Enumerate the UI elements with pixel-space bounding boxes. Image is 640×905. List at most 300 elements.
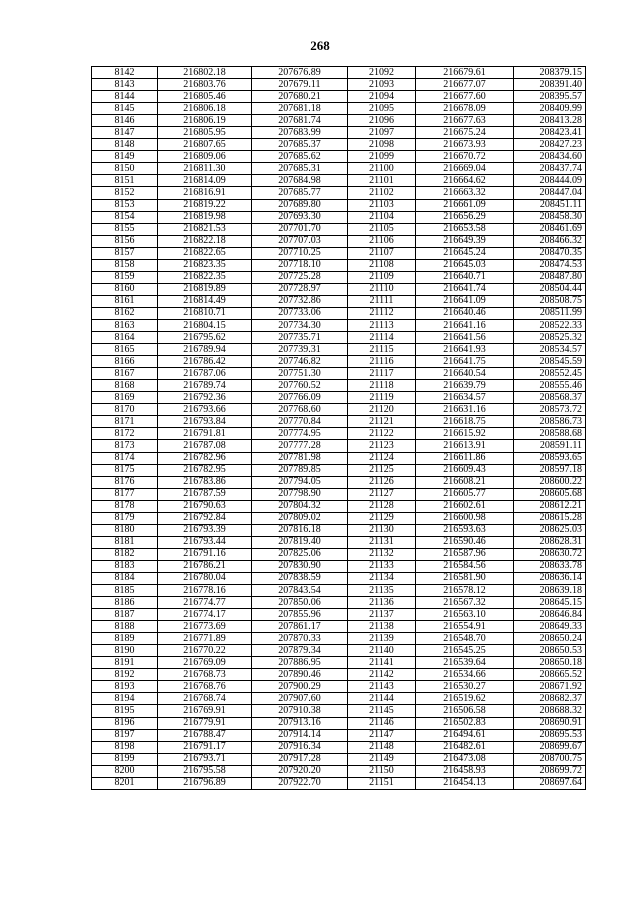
point-number-left: 8182 (92, 548, 158, 560)
y-coordinate-left: 207685.31 (252, 163, 348, 175)
y-coordinate-right: 208690.91 (514, 717, 586, 729)
table-row (92, 476, 586, 488)
table-row (92, 247, 586, 259)
y-coordinate-left: 207680.21 (252, 91, 348, 103)
y-coordinate-left: 207734.30 (252, 319, 348, 331)
point-number-left: 8171 (92, 416, 158, 428)
point-number-right: 21102 (348, 187, 416, 199)
point-number-left: 8170 (92, 404, 158, 416)
point-number-left: 8145 (92, 103, 158, 115)
table-row (92, 344, 586, 356)
x-coordinate-right: 216678.09 (416, 103, 514, 115)
point-number-right: 21138 (348, 621, 416, 633)
x-coordinate-right: 216584.56 (416, 560, 514, 572)
x-coordinate-left: 216769.09 (158, 657, 252, 669)
x-coordinate-right: 216554.91 (416, 621, 514, 633)
table-row (92, 103, 586, 115)
y-coordinate-right: 208645.15 (514, 597, 586, 609)
y-coordinate-right: 208628.31 (514, 536, 586, 548)
point-number-left: 8169 (92, 392, 158, 404)
y-coordinate-left: 207774.95 (252, 428, 348, 440)
point-number-right: 21137 (348, 609, 416, 621)
table-row (92, 669, 586, 681)
table-row (92, 91, 586, 103)
point-number-right: 21127 (348, 488, 416, 500)
y-coordinate-left: 207794.05 (252, 476, 348, 488)
table-row (92, 488, 586, 500)
table-row (92, 151, 586, 163)
x-coordinate-left: 216822.35 (158, 271, 252, 283)
table-row (92, 295, 586, 307)
point-number-left: 8162 (92, 307, 158, 319)
point-number-left: 8165 (92, 344, 158, 356)
point-number-left: 8147 (92, 127, 158, 139)
x-coordinate-right: 216609.43 (416, 464, 514, 476)
point-number-right: 21119 (348, 392, 416, 404)
x-coordinate-left: 216770.22 (158, 645, 252, 657)
y-coordinate-right: 208597.18 (514, 464, 586, 476)
point-number-right: 21097 (348, 127, 416, 139)
y-coordinate-right: 208591.11 (514, 440, 586, 452)
point-number-left: 8185 (92, 585, 158, 597)
table-row (92, 693, 586, 705)
y-coordinate-left: 207685.37 (252, 139, 348, 151)
table-row (92, 259, 586, 271)
x-coordinate-right: 216640.71 (416, 271, 514, 283)
y-coordinate-left: 207830.90 (252, 560, 348, 572)
table-row (92, 356, 586, 368)
table-row (92, 657, 586, 669)
x-coordinate-left: 216822.65 (158, 247, 252, 259)
y-coordinate-left: 207922.70 (252, 777, 348, 789)
x-coordinate-right: 216593.63 (416, 524, 514, 536)
point-number-left: 8152 (92, 187, 158, 199)
x-coordinate-right: 216454.13 (416, 777, 514, 789)
x-coordinate-left: 216768.74 (158, 693, 252, 705)
x-coordinate-right: 216539.64 (416, 657, 514, 669)
point-number-left: 8175 (92, 464, 158, 476)
point-number-right: 21116 (348, 356, 416, 368)
point-number-left: 8158 (92, 259, 158, 271)
y-coordinate-right: 208504.44 (514, 283, 586, 295)
y-coordinate-right: 208522.33 (514, 319, 586, 331)
table-row (92, 79, 586, 91)
y-coordinate-right: 208555.46 (514, 380, 586, 392)
point-number-right: 21107 (348, 247, 416, 259)
y-coordinate-right: 208409.99 (514, 103, 586, 115)
y-coordinate-right: 208695.53 (514, 729, 586, 741)
y-coordinate-right: 208511.99 (514, 307, 586, 319)
x-coordinate-left: 216774.77 (158, 597, 252, 609)
y-coordinate-left: 207789.85 (252, 464, 348, 476)
x-coordinate-left: 216816.91 (158, 187, 252, 199)
x-coordinate-left: 216787.59 (158, 488, 252, 500)
x-coordinate-right: 216641.93 (416, 344, 514, 356)
x-coordinate-left: 216768.73 (158, 669, 252, 681)
y-coordinate-left: 207825.06 (252, 548, 348, 560)
table-row (92, 585, 586, 597)
x-coordinate-left: 216773.69 (158, 621, 252, 633)
x-coordinate-right: 216634.57 (416, 392, 514, 404)
point-number-left: 8201 (92, 777, 158, 789)
x-coordinate-left: 216793.71 (158, 753, 252, 765)
y-coordinate-right: 208470.35 (514, 247, 586, 259)
point-number-right: 21147 (348, 729, 416, 741)
point-number-left: 8184 (92, 572, 158, 584)
x-coordinate-right: 216631.16 (416, 404, 514, 416)
y-coordinate-left: 207681.18 (252, 103, 348, 115)
point-number-left: 8199 (92, 753, 158, 765)
y-coordinate-right: 208650.24 (514, 633, 586, 645)
y-coordinate-right: 208600.22 (514, 476, 586, 488)
y-coordinate-right: 208665.52 (514, 669, 586, 681)
point-number-left: 8173 (92, 440, 158, 452)
point-number-right: 21134 (348, 572, 416, 584)
table-row (92, 283, 586, 295)
x-coordinate-left: 216786.42 (158, 356, 252, 368)
y-coordinate-left: 207733.06 (252, 307, 348, 319)
table-row (92, 741, 586, 753)
point-number-left: 8193 (92, 681, 158, 693)
y-coordinate-right: 208444.09 (514, 175, 586, 187)
y-coordinate-left: 207676.89 (252, 67, 348, 79)
x-coordinate-right: 216677.07 (416, 79, 514, 91)
y-coordinate-right: 208434.60 (514, 151, 586, 163)
point-number-right: 21108 (348, 259, 416, 271)
point-number-left: 8168 (92, 380, 158, 392)
coordinates-table-body (92, 67, 586, 790)
point-number-right: 21121 (348, 416, 416, 428)
x-coordinate-left: 216786.21 (158, 560, 252, 572)
x-coordinate-right: 216615.92 (416, 428, 514, 440)
x-coordinate-right: 216649.39 (416, 235, 514, 247)
table-row (92, 392, 586, 404)
x-coordinate-right: 216530.27 (416, 681, 514, 693)
point-number-left: 8195 (92, 705, 158, 717)
point-number-left: 8167 (92, 368, 158, 380)
x-coordinate-right: 216679.61 (416, 67, 514, 79)
point-number-right: 21093 (348, 79, 416, 91)
point-number-left: 8148 (92, 139, 158, 151)
y-coordinate-right: 208525.32 (514, 332, 586, 344)
point-number-right: 21110 (348, 283, 416, 295)
table-row (92, 765, 586, 777)
table-row (92, 597, 586, 609)
x-coordinate-right: 216581.90 (416, 572, 514, 584)
point-number-right: 21122 (348, 428, 416, 440)
x-coordinate-right: 216590.46 (416, 536, 514, 548)
table-row (92, 536, 586, 548)
x-coordinate-left: 216804.15 (158, 319, 252, 331)
x-coordinate-right: 216641.16 (416, 319, 514, 331)
y-coordinate-right: 208588.68 (514, 428, 586, 440)
y-coordinate-left: 207886.95 (252, 657, 348, 669)
x-coordinate-left: 216802.18 (158, 67, 252, 79)
point-number-left: 8194 (92, 693, 158, 705)
table-row (92, 753, 586, 765)
y-coordinate-right: 208391.40 (514, 79, 586, 91)
x-coordinate-right: 216519.62 (416, 693, 514, 705)
point-number-right: 21139 (348, 633, 416, 645)
x-coordinate-left: 216814.09 (158, 175, 252, 187)
point-number-left: 8190 (92, 645, 158, 657)
point-number-left: 8174 (92, 452, 158, 464)
x-coordinate-right: 216640.54 (416, 368, 514, 380)
y-coordinate-left: 207850.06 (252, 597, 348, 609)
point-number-right: 21133 (348, 560, 416, 572)
x-coordinate-left: 216790.63 (158, 500, 252, 512)
x-coordinate-right: 216677.63 (416, 115, 514, 127)
x-coordinate-right: 216640.46 (416, 307, 514, 319)
point-number-left: 8176 (92, 476, 158, 488)
x-coordinate-left: 216780.04 (158, 572, 252, 584)
table-row (92, 452, 586, 464)
x-coordinate-left: 216793.39 (158, 524, 252, 536)
point-number-left: 8151 (92, 175, 158, 187)
x-coordinate-left: 216768.76 (158, 681, 252, 693)
y-coordinate-right: 208671.92 (514, 681, 586, 693)
table-row (92, 115, 586, 127)
table-row (92, 645, 586, 657)
y-coordinate-right: 208605.68 (514, 488, 586, 500)
x-coordinate-right: 216675.24 (416, 127, 514, 139)
point-number-left: 8191 (92, 657, 158, 669)
y-coordinate-right: 208593.65 (514, 452, 586, 464)
y-coordinate-left: 207770.84 (252, 416, 348, 428)
x-coordinate-right: 216605.77 (416, 488, 514, 500)
x-coordinate-right: 216608.21 (416, 476, 514, 488)
y-coordinate-left: 207693.30 (252, 211, 348, 223)
x-coordinate-left: 216789.74 (158, 380, 252, 392)
x-coordinate-right: 216669.04 (416, 163, 514, 175)
point-number-left: 8163 (92, 319, 158, 331)
x-coordinate-left: 216787.08 (158, 440, 252, 452)
x-coordinate-right: 216506.58 (416, 705, 514, 717)
x-coordinate-right: 216587.96 (416, 548, 514, 560)
y-coordinate-right: 208552.45 (514, 368, 586, 380)
x-coordinate-left: 216819.89 (158, 283, 252, 295)
point-number-right: 21140 (348, 645, 416, 657)
x-coordinate-left: 216796.89 (158, 777, 252, 789)
x-coordinate-right: 216641.75 (416, 356, 514, 368)
y-coordinate-right: 208625.03 (514, 524, 586, 536)
x-coordinate-left: 216814.49 (158, 295, 252, 307)
x-coordinate-left: 216789.94 (158, 344, 252, 356)
point-number-right: 21124 (348, 452, 416, 464)
table-row (92, 271, 586, 283)
table-row (92, 67, 586, 79)
y-coordinate-left: 207751.30 (252, 368, 348, 380)
y-coordinate-left: 207766.09 (252, 392, 348, 404)
y-coordinate-left: 207910.38 (252, 705, 348, 717)
x-coordinate-right: 216482.61 (416, 741, 514, 753)
point-number-right: 21144 (348, 693, 416, 705)
table-row (92, 609, 586, 621)
table-row (92, 717, 586, 729)
point-number-right: 21120 (348, 404, 416, 416)
point-number-right: 21106 (348, 235, 416, 247)
point-number-left: 8154 (92, 211, 158, 223)
y-coordinate-left: 207816.18 (252, 524, 348, 536)
x-coordinate-right: 216602.61 (416, 500, 514, 512)
point-number-left: 8189 (92, 633, 158, 645)
point-number-right: 21146 (348, 717, 416, 729)
x-coordinate-right: 216673.93 (416, 139, 514, 151)
point-number-left: 8156 (92, 235, 158, 247)
x-coordinate-left: 216792.84 (158, 512, 252, 524)
y-coordinate-right: 208639.18 (514, 585, 586, 597)
table-row (92, 211, 586, 223)
y-coordinate-left: 207798.90 (252, 488, 348, 500)
table-row (92, 621, 586, 633)
point-number-left: 8164 (92, 332, 158, 344)
x-coordinate-left: 216795.58 (158, 765, 252, 777)
table-row (92, 729, 586, 741)
point-number-right: 21100 (348, 163, 416, 175)
point-number-left: 8172 (92, 428, 158, 440)
y-coordinate-left: 207725.28 (252, 271, 348, 283)
y-coordinate-right: 208650.18 (514, 657, 586, 669)
y-coordinate-left: 207781.98 (252, 452, 348, 464)
point-number-right: 21114 (348, 332, 416, 344)
point-number-right: 21143 (348, 681, 416, 693)
y-coordinate-left: 207920.20 (252, 765, 348, 777)
y-coordinate-right: 208633.78 (514, 560, 586, 572)
point-number-left: 8177 (92, 488, 158, 500)
point-number-right: 21145 (348, 705, 416, 717)
y-coordinate-left: 207907.60 (252, 693, 348, 705)
y-coordinate-right: 208423.41 (514, 127, 586, 139)
y-coordinate-left: 207683.99 (252, 127, 348, 139)
y-coordinate-right: 208458.30 (514, 211, 586, 223)
table-row (92, 440, 586, 452)
x-coordinate-right: 216677.60 (416, 91, 514, 103)
y-coordinate-left: 207916.34 (252, 741, 348, 753)
x-coordinate-right: 216611.86 (416, 452, 514, 464)
y-coordinate-right: 208699.72 (514, 765, 586, 777)
y-coordinate-right: 208612.21 (514, 500, 586, 512)
y-coordinate-right: 208573.72 (514, 404, 586, 416)
y-coordinate-left: 207681.74 (252, 115, 348, 127)
page-number: 268 (310, 38, 330, 53)
point-number-left: 8188 (92, 621, 158, 633)
y-coordinate-left: 207739.31 (252, 344, 348, 356)
table-row (92, 163, 586, 175)
y-coordinate-left: 207819.40 (252, 536, 348, 548)
point-number-right: 21132 (348, 548, 416, 560)
x-coordinate-right: 216639.79 (416, 380, 514, 392)
point-number-right: 21129 (348, 512, 416, 524)
y-coordinate-right: 208568.37 (514, 392, 586, 404)
table-row (92, 548, 586, 560)
x-coordinate-left: 216810.71 (158, 307, 252, 319)
x-coordinate-left: 216791.16 (158, 548, 252, 560)
point-number-right: 21123 (348, 440, 416, 452)
y-coordinate-right: 208615.28 (514, 512, 586, 524)
y-coordinate-right: 208646.84 (514, 609, 586, 621)
y-coordinate-left: 207804.32 (252, 500, 348, 512)
point-number-right: 21094 (348, 91, 416, 103)
point-number-right: 21142 (348, 669, 416, 681)
table-row (92, 175, 586, 187)
y-coordinate-left: 207917.28 (252, 753, 348, 765)
table-row (92, 404, 586, 416)
x-coordinate-left: 216769.91 (158, 705, 252, 717)
point-number-left: 8187 (92, 609, 158, 621)
point-number-right: 21136 (348, 597, 416, 609)
y-coordinate-right: 208451.11 (514, 199, 586, 211)
x-coordinate-left: 216787.06 (158, 368, 252, 380)
point-number-left: 8179 (92, 512, 158, 524)
y-coordinate-left: 207879.34 (252, 645, 348, 657)
x-coordinate-right: 216473.08 (416, 753, 514, 765)
y-coordinate-right: 208466.32 (514, 235, 586, 247)
x-coordinate-left: 216774.17 (158, 609, 252, 621)
table-row (92, 777, 586, 789)
x-coordinate-right: 216641.56 (416, 332, 514, 344)
x-coordinate-left: 216823.35 (158, 259, 252, 271)
x-coordinate-right: 216645.03 (416, 259, 514, 271)
point-number-right: 21149 (348, 753, 416, 765)
x-coordinate-left: 216788.47 (158, 729, 252, 741)
x-coordinate-right: 216664.62 (416, 175, 514, 187)
y-coordinate-left: 207855.96 (252, 609, 348, 621)
table-row (92, 633, 586, 645)
x-coordinate-left: 216809.06 (158, 151, 252, 163)
y-coordinate-right: 208545.59 (514, 356, 586, 368)
point-number-left: 8183 (92, 560, 158, 572)
point-number-left: 8155 (92, 223, 158, 235)
point-number-left: 8143 (92, 79, 158, 91)
point-number-right: 21150 (348, 765, 416, 777)
y-coordinate-right: 208682.37 (514, 693, 586, 705)
x-coordinate-left: 216807.65 (158, 139, 252, 151)
x-coordinate-right: 216567.32 (416, 597, 514, 609)
y-coordinate-right: 208697.64 (514, 777, 586, 789)
point-number-right: 21135 (348, 585, 416, 597)
point-number-right: 21098 (348, 139, 416, 151)
point-number-left: 8146 (92, 115, 158, 127)
y-coordinate-left: 207679.11 (252, 79, 348, 91)
x-coordinate-left: 216803.76 (158, 79, 252, 91)
y-coordinate-left: 207914.14 (252, 729, 348, 741)
table-row (92, 368, 586, 380)
point-number-right: 21126 (348, 476, 416, 488)
y-coordinate-left: 207870.33 (252, 633, 348, 645)
x-coordinate-right: 216618.75 (416, 416, 514, 428)
y-coordinate-left: 207913.16 (252, 717, 348, 729)
point-number-left: 8157 (92, 247, 158, 259)
y-coordinate-left: 207707.03 (252, 235, 348, 247)
table-row (92, 428, 586, 440)
y-coordinate-left: 207701.70 (252, 223, 348, 235)
x-coordinate-left: 216782.95 (158, 464, 252, 476)
x-coordinate-left: 216806.18 (158, 103, 252, 115)
point-number-left: 8180 (92, 524, 158, 536)
point-number-left: 8161 (92, 295, 158, 307)
point-number-right: 21148 (348, 741, 416, 753)
y-coordinate-left: 207728.97 (252, 283, 348, 295)
point-number-right: 21141 (348, 657, 416, 669)
point-number-left: 8142 (92, 67, 158, 79)
table-row (92, 319, 586, 331)
point-number-right: 21131 (348, 536, 416, 548)
point-number-left: 8144 (92, 91, 158, 103)
x-coordinate-right: 216548.70 (416, 633, 514, 645)
y-coordinate-left: 207685.77 (252, 187, 348, 199)
y-coordinate-right: 208688.32 (514, 705, 586, 717)
x-coordinate-left: 216792.36 (158, 392, 252, 404)
